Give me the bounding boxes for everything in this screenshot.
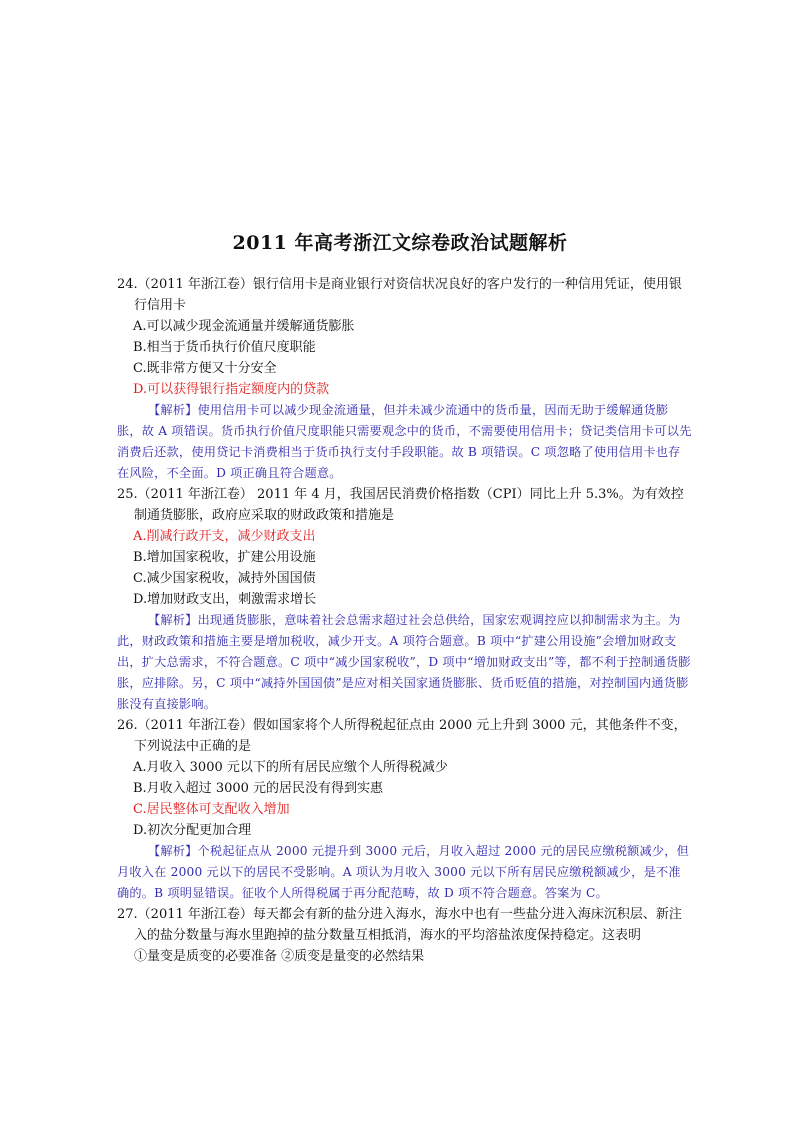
question-26: [117, 715, 692, 904]
analysis-text: 【解析】使用信用卡可以减少现金流通量，但并未减少流通中的货币量，因而无助于缓解通货膨胀，故 A 项错误。货币执行价值尺度职能只需要观念中的货币，不需要使用信用卡；贷记类信用卡可以先消费后还款，使用贷记卡消费相当于货币执行支付手段职能。故 B 项错误。C 项忽略了使用信用卡也存在风险，不全面。D 项正确且符合题意。: [117, 403, 692, 480]
question-stem: 24.（2011 年浙江卷）银行信用卡是商业银行对资信状况良好的客户发行的一种信用凭证，使用银行信用卡: [117, 277, 682, 313]
page-title: 2011 年高考浙江文综卷政治试题解析: [232, 232, 568, 254]
option-b: B.相当于货币执行价值尺度职能: [133, 340, 316, 355]
question-24: [117, 274, 692, 484]
option-a-correct: A.削减行政开支，减少财政支出: [133, 529, 316, 544]
option-b: B.月收入超过 3000 元的居民没有得到实惠: [133, 781, 384, 796]
option-a: A.可以减少现金流通量并缓解通货膨胀: [133, 319, 355, 334]
question-25: [117, 484, 692, 715]
statement-list: ①量变是质变的必要准备 ②质变是量变的必然结果: [134, 949, 425, 964]
option-b: B.增加国家税收，扩建公用设施: [133, 550, 316, 565]
option-a: A.月收入 3000 元以下的所有居民应缴个人所得税减少: [133, 760, 448, 775]
option-c: C.减少国家税收，减持外国国债: [133, 571, 316, 586]
option-d: D.初次分配更加合理: [133, 823, 252, 838]
option-c-correct: C.居民整体可支配收入增加: [133, 802, 290, 817]
analysis-text: 【解析】个税起征点从 2000 元提升到 3000 元后，月收入超过 2000 元的居民应缴税额减少，但月收入在 2000 元以下的居民不受影响。A 项认为月收入 3000 元以下所有居民应缴税额减少，是不准确的。B 项明显错误。征收个人所得税属于再分配范畴，故 D 项不符合题意。答案为 C。: [117, 844, 690, 900]
question-list: [117, 274, 692, 967]
analysis-text: 【解析】出现通货膨胀，意味着社会总需求超过社会总供给，国家宏观调控应以抑制需求为主。为此，财政政策和措施主要是增加税收，减少开支。A 项符合题意。B 项中“扩建公用设施”会增加财政支出，扩大总需求，不符合题意。C 项中“减少国家税收”，D 项中“增加财政支出”等，都不利于控制通货膨胀，应排除。另，C 项中“减持外国国债”是应对相关国家通货膨胀、货币贬值的措施，对控制国内通货膨胀没有直接影响。: [117, 613, 691, 711]
option-d-correct: D.可以获得银行指定额度内的贷款: [133, 382, 330, 397]
option-d: D.增加财政支出，刺激需求增长: [133, 592, 317, 607]
question-stem: 26.（2011 年浙江卷）假如国家将个人所得税起征点由 2000 元上升到 3000 元，其他条件不变，下列说法中正确的是: [117, 718, 687, 754]
option-c: C.既非常方便又十分安全: [133, 361, 277, 376]
question-stem: 25.（2011 年浙江卷） 2011 年 4 月，我国居民消费价格指数（CPI）同比上升 5.3%。为有效控制通货膨胀，政府应采取的财政政策和措施是: [117, 487, 684, 523]
question-27: [117, 904, 692, 967]
question-stem: 27.（2011 年浙江卷）每天都会有新的盐分进入海水，海水中也有一些盐分进入海床沉积层、新注入的盐分数量与海水里跑掉的盐分数量互相抵消，海水的平均溶盐浓度保持稳定。这表明: [117, 907, 682, 943]
